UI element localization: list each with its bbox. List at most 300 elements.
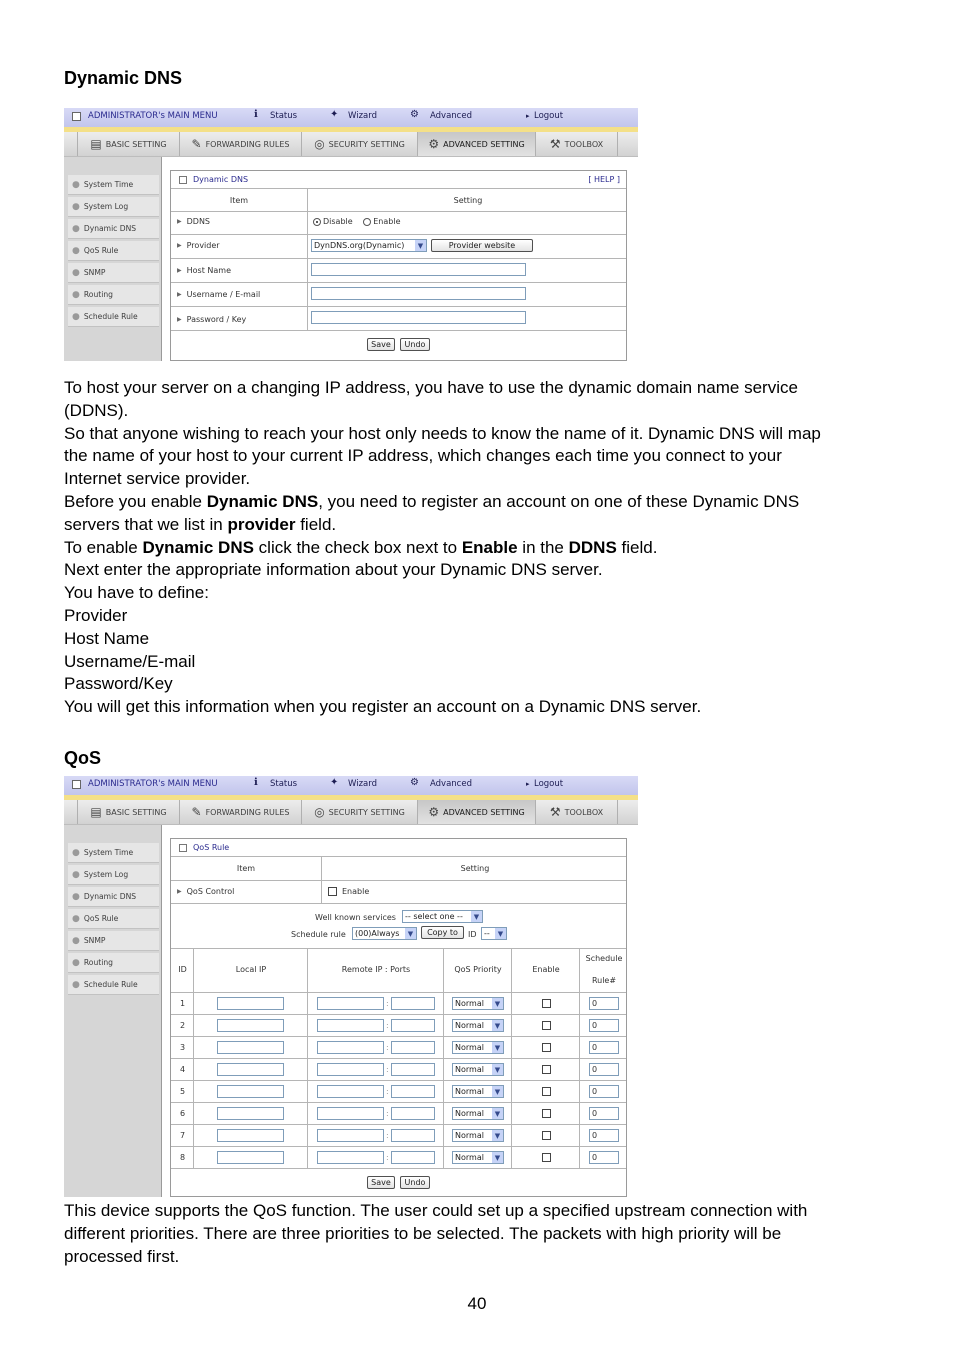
chevron-down-icon: ▼ [492, 1152, 503, 1163]
sidebar-item-system-time[interactable] [68, 175, 159, 195]
text-line: Internet service provider. [64, 469, 251, 489]
menu-box-icon [72, 780, 81, 789]
provider-website-button[interactable]: Provider website [431, 239, 533, 252]
sidebar-item-label: SNMP [83, 268, 106, 277]
schedule-rule-input[interactable]: 0 [589, 1041, 619, 1054]
sidebar-item-system-log[interactable] [68, 865, 159, 885]
sidebar-item-routing[interactable] [68, 285, 159, 305]
page-number: 40 [467, 1294, 487, 1313]
enable-radio[interactable] [363, 218, 371, 226]
text-line [64, 537, 884, 560]
header-id: ID [178, 965, 187, 974]
bullet-icon: ● [72, 223, 80, 234]
local-ip-input[interactable] [217, 997, 284, 1010]
bullet-icon: ● [72, 957, 80, 968]
section-heading-qos: QoS [64, 748, 102, 768]
menu-admin-main[interactable]: ADMINISTRATOR's MAIN MENU [88, 111, 218, 121]
port-separator: : [386, 1153, 389, 1162]
enable-label: Enable [373, 217, 401, 226]
remote-ip-input[interactable] [317, 1085, 384, 1098]
password-label: Password / Key [186, 315, 247, 324]
tab-security-setting[interactable] [302, 800, 418, 824]
row-divider [171, 880, 626, 881]
bold-text: provider [227, 514, 296, 534]
id-value: -- [484, 929, 490, 938]
rule-enable-checkbox[interactable] [542, 1065, 551, 1074]
text-line [64, 514, 884, 537]
provider-row-label [177, 241, 220, 250]
remote-port-input[interactable] [391, 1041, 435, 1054]
advanced-icon: ⚙ [410, 777, 419, 788]
panel-title-text: QoS Rule [193, 843, 230, 852]
text-line: You will get this information when you register an account on a Dynamic DNS server. [64, 697, 702, 717]
tab-basic-setting[interactable] [78, 132, 180, 156]
row-id: 8 [179, 1153, 186, 1162]
bullet-icon: ● [72, 289, 80, 300]
status-icon: ℹ [254, 109, 258, 120]
section-heading-ddns: Dynamic DNS [64, 68, 183, 88]
col-item-header: Item [236, 864, 256, 873]
priority-value: Normal [455, 1109, 484, 1118]
bold-text: Dynamic DNS [142, 537, 254, 557]
text-line: the name of your host to your current IP address, which changes each time you connect to your [64, 446, 782, 466]
row-id: 5 [179, 1087, 186, 1096]
menu-status[interactable]: Status [270, 779, 298, 789]
row-divider [171, 211, 626, 212]
rule-enable-checkbox[interactable] [542, 1043, 551, 1052]
forwarding-icon: ✎ [191, 137, 202, 151]
sidebar-item-label: Dynamic DNS [83, 892, 137, 901]
row-id: 4 [179, 1065, 186, 1074]
header-local-ip: Local IP [235, 965, 267, 974]
sidebar-item-dynamic-dns[interactable] [68, 887, 159, 907]
panel-title-text: Dynamic DNS [193, 175, 249, 184]
arrow-icon: ▶ [177, 888, 182, 895]
logout-arrow-icon: ▸ [526, 112, 530, 120]
undo-button[interactable]: Undo [400, 1176, 430, 1189]
text-run: field. [616, 537, 658, 557]
remote-ip-input[interactable] [317, 1151, 384, 1164]
sidebar-item-schedule-rule[interactable] [68, 307, 159, 327]
port-separator: : [386, 1043, 389, 1052]
arrow-icon: ▶ [177, 267, 182, 274]
col-divider [307, 189, 308, 330]
toolbox-icon: ⚒ [549, 805, 561, 819]
local-ip-input[interactable] [217, 1151, 284, 1164]
text-run: Before you enable [64, 491, 207, 511]
top-menu-bar [64, 108, 638, 128]
qos-priority-select[interactable] [452, 1041, 504, 1054]
tab-label: ADVANCED SETTING [443, 807, 525, 817]
row-divider [171, 1058, 626, 1059]
disable-label: Disable [323, 217, 353, 226]
rule-enable-checkbox[interactable] [542, 999, 551, 1008]
bullet-icon: ● [72, 913, 80, 924]
menu-advanced[interactable]: Advanced [430, 111, 472, 121]
remote-port-input[interactable] [391, 1129, 435, 1142]
row-divider [171, 1014, 626, 1015]
tab-label: FORWARDING RULES [205, 139, 290, 149]
header-remote-ip: Remote IP : Ports [341, 965, 411, 974]
id-label: ID [468, 930, 477, 939]
password-input[interactable] [311, 311, 526, 324]
remote-ip-input[interactable] [317, 997, 384, 1010]
sidebar-item-schedule-rule[interactable] [68, 975, 159, 995]
undo-button[interactable]: Undo [400, 338, 430, 351]
id-select[interactable] [481, 927, 507, 940]
sidebar-item-snmp[interactable] [68, 263, 159, 283]
remote-port-input[interactable] [391, 1085, 435, 1098]
header-rule-number: Rule# [591, 976, 617, 985]
menu-box-icon [72, 112, 81, 121]
col-divider [579, 948, 580, 1168]
text-line: Provider [64, 605, 128, 625]
row-divider [171, 992, 626, 993]
text-line: So that anyone wishing to reach your host only needs to know the name of it. Dynamic DNS will map [64, 423, 821, 443]
text-run: click the check box next to [253, 537, 462, 557]
disable-radio[interactable] [313, 218, 321, 226]
sidebar-item-label: QoS Rule [83, 914, 119, 923]
sidebar-item-qos-rule[interactable] [68, 909, 159, 929]
tab-label: ADVANCED SETTING [443, 139, 525, 149]
nav-tabs [64, 132, 638, 157]
bold-text: Enable [461, 537, 518, 557]
chevron-down-icon: ▼ [495, 928, 506, 939]
qos-control-label: QoS Control [186, 887, 235, 896]
well-known-value: -- select one -- [405, 912, 463, 921]
remote-ip-input[interactable] [317, 1129, 384, 1142]
remote-port-input[interactable] [391, 1107, 435, 1120]
bold-text: DDNS [568, 537, 617, 557]
text-line [64, 491, 884, 514]
schedule-rule-input[interactable]: 0 [589, 1151, 619, 1164]
panel-title [171, 839, 626, 857]
tab-label: SECURITY SETTING [328, 139, 405, 149]
chevron-down-icon: ▼ [492, 1064, 503, 1075]
remote-port-input[interactable] [391, 1151, 435, 1164]
text-line: You have to define: [64, 583, 209, 603]
bullet-icon: ● [72, 267, 80, 278]
text-run: in the [517, 537, 569, 557]
priority-value: Normal [455, 1021, 484, 1030]
sidebar-item-snmp[interactable] [68, 931, 159, 951]
chevron-down-icon: ▼ [415, 240, 426, 251]
qos-screenshot [64, 776, 638, 1197]
rule-enable-checkbox[interactable] [542, 1131, 551, 1140]
bullet-icon: ● [72, 179, 80, 190]
row-divider [171, 1102, 626, 1103]
help-link[interactable]: [ HELP ] [588, 175, 620, 184]
remote-ip-input[interactable] [317, 1063, 384, 1076]
remote-ip-input[interactable] [317, 1019, 384, 1032]
text-run: , you need to register an account on one of these Dynamic DNS [318, 491, 800, 511]
row-divider [171, 330, 626, 331]
panel-box-icon [179, 176, 187, 184]
sidebar-item-system-log[interactable] [68, 197, 159, 217]
qos-description [64, 1200, 884, 1268]
header-enable: Enable [532, 965, 560, 974]
row-id: 2 [179, 1021, 186, 1030]
row-divider [171, 306, 626, 307]
username-label: Username / E-mail [186, 290, 261, 299]
tab-advanced-setting[interactable] [418, 132, 536, 156]
schedule-rule-input[interactable]: 0 [589, 1063, 619, 1076]
tab-label: TOOLBOX [564, 139, 604, 149]
row-divider [171, 948, 626, 949]
save-button[interactable]: Save [367, 1176, 395, 1189]
bullet-icon: ● [72, 847, 80, 858]
nav-spacer [64, 800, 78, 824]
port-separator: : [386, 1131, 389, 1140]
text-line: (DDNS). [64, 400, 129, 420]
row-divider [171, 1146, 626, 1147]
priority-value: Normal [455, 1043, 484, 1052]
tab-label: BASIC SETTING [105, 139, 167, 149]
provider-label: Provider [186, 241, 220, 250]
qos-priority-select[interactable] [452, 1063, 504, 1076]
qos-priority-select[interactable] [452, 1107, 504, 1120]
sidebar-item-dynamic-dns[interactable] [68, 219, 159, 239]
menu-logout[interactable]: Logout [534, 779, 564, 789]
remote-port-input[interactable] [391, 997, 435, 1010]
remote-port-input[interactable] [391, 1019, 435, 1032]
schedule-rule-input[interactable]: 0 [589, 1107, 619, 1120]
hostname-input[interactable] [311, 263, 526, 276]
chevron-down-icon: ▼ [492, 1042, 503, 1053]
row-divider [171, 903, 626, 904]
bullet-icon: ● [72, 935, 80, 946]
menu-wizard[interactable]: Wizard [348, 111, 377, 121]
sidebar-item-label: Schedule Rule [83, 980, 138, 989]
schedule-rule-input[interactable]: 0 [589, 1019, 619, 1032]
remote-ip-input[interactable] [317, 1041, 384, 1054]
text-line: different priorities. There are three priorities to be selected. The packets with high priority will be [64, 1223, 782, 1243]
security-icon: ◎ [314, 805, 325, 819]
schedule-rule-input[interactable]: 0 [589, 997, 619, 1010]
bullet-icon: ● [72, 869, 80, 880]
local-ip-input[interactable] [217, 1129, 284, 1142]
sidebar-item-label: System Log [83, 202, 129, 211]
port-separator: : [386, 1021, 389, 1030]
sidebar-item-system-time[interactable] [68, 843, 159, 863]
port-separator: : [386, 999, 389, 1008]
schedule-value: (00)Always [355, 929, 400, 938]
qos-enable-label: Enable [342, 887, 370, 896]
chevron-down-icon: ▼ [492, 1108, 503, 1119]
provider-value: DynDNS.org(Dynamic) [314, 241, 405, 250]
text-line: Host Name [64, 628, 150, 648]
sidebar-item-label: Routing [83, 958, 113, 967]
local-ip-input[interactable] [217, 1107, 284, 1120]
col-divider [443, 948, 444, 1168]
sidebar-item-label: QoS Rule [83, 246, 119, 255]
bullet-icon: ● [72, 311, 80, 322]
menu-status[interactable]: Status [270, 111, 298, 121]
tab-forwarding-rules[interactable] [180, 800, 302, 824]
sidebar-item-routing[interactable] [68, 953, 159, 973]
row-id: 3 [179, 1043, 186, 1052]
basic-setting-icon: ▤ [90, 805, 102, 819]
tab-toolbox[interactable] [536, 132, 618, 156]
qos-control-label-cell [177, 887, 234, 896]
priority-value: Normal [455, 1153, 484, 1162]
sidebar [64, 825, 162, 1197]
col-setting-header: Setting [453, 196, 483, 205]
schedule-rule-input[interactable]: 0 [589, 1129, 619, 1142]
row-divider [171, 234, 626, 235]
row-id: 6 [179, 1109, 186, 1118]
local-ip-input[interactable] [217, 1085, 284, 1098]
password-row-label [177, 315, 246, 324]
tab-label: TOOLBOX [564, 807, 604, 817]
menu-admin-main[interactable]: ADMINISTRATOR's MAIN MENU [88, 779, 218, 789]
sidebar-item-label: SNMP [83, 936, 106, 945]
sidebar [64, 157, 162, 361]
text-run: field. [295, 514, 337, 534]
text-line: Username/E-mail [64, 651, 196, 671]
col-divider [511, 948, 512, 1168]
sidebar-item-label: System Time [83, 848, 134, 857]
row-divider [171, 1168, 626, 1169]
advanced-icon: ⚙ [410, 109, 419, 120]
schedule-rule-input[interactable]: 0 [589, 1085, 619, 1098]
forwarding-icon: ✎ [191, 805, 202, 819]
text-line: processed first. [64, 1246, 180, 1266]
hostname-label: Host Name [186, 266, 231, 275]
arrow-icon: ▶ [177, 291, 182, 298]
rule-enable-checkbox[interactable] [542, 1021, 551, 1030]
bullet-icon: ● [72, 891, 80, 902]
arrow-icon: ▶ [177, 218, 182, 225]
sidebar-item-label: System Time [83, 180, 134, 189]
col-item-header: Item [229, 196, 249, 205]
tab-label: FORWARDING RULES [205, 807, 290, 817]
row-divider [171, 1124, 626, 1125]
qos-priority-select[interactable] [452, 1151, 504, 1164]
rule-enable-checkbox[interactable] [542, 1109, 551, 1118]
arrow-icon: ▶ [177, 242, 182, 249]
qos-priority-select[interactable] [452, 1129, 504, 1142]
qos-priority-select[interactable] [452, 1085, 504, 1098]
advanced-setting-icon: ⚙ [428, 805, 440, 819]
rule-enable-checkbox[interactable] [542, 1087, 551, 1096]
row-divider [171, 1036, 626, 1037]
tab-label: SECURITY SETTING [328, 807, 405, 817]
col-divider [307, 948, 308, 1168]
local-ip-input[interactable] [217, 1041, 284, 1054]
text-line: This device supports the QoS function. The user could set up a specified upstream connection with [64, 1201, 808, 1220]
ddns-radio-group [313, 217, 400, 226]
chevron-down-icon: ▼ [405, 928, 416, 939]
ddns-row-label [177, 217, 210, 226]
schedule-rule-label: Schedule rule [291, 930, 346, 939]
ddns-screenshot [64, 108, 638, 361]
ddns-panel [170, 170, 627, 361]
remote-ip-input[interactable] [317, 1107, 384, 1120]
text-line: Password/Key [64, 674, 173, 694]
nav-spacer [64, 132, 78, 156]
menu-logout[interactable]: Logout [534, 111, 564, 121]
local-ip-input[interactable] [217, 1019, 284, 1032]
sidebar-item-label: System Log [83, 870, 129, 879]
sidebar-item-label: Dynamic DNS [83, 224, 137, 233]
rule-enable-checkbox[interactable] [542, 1153, 551, 1162]
header-schedule: Schedule [585, 954, 623, 963]
qos-priority-select[interactable] [452, 997, 504, 1010]
ddns-label: DDNS [186, 217, 211, 226]
well-known-select[interactable] [402, 910, 483, 923]
col-divider [193, 948, 194, 1168]
username-row-label [177, 290, 260, 299]
toolbox-icon: ⚒ [549, 137, 561, 151]
text-line: Next enter the appropriate information about your Dynamic DNS server. [64, 560, 603, 580]
row-divider [171, 258, 626, 259]
header-qos-priority: QoS Priority [454, 965, 502, 974]
priority-value: Normal [455, 999, 484, 1008]
priority-value: Normal [455, 1065, 484, 1074]
chevron-down-icon: ▼ [471, 911, 482, 922]
panel-box-icon [179, 844, 187, 852]
tab-label: BASIC SETTING [105, 807, 167, 817]
remote-port-input[interactable] [391, 1063, 435, 1076]
advanced-setting-icon: ⚙ [428, 137, 440, 151]
tab-advanced-setting[interactable] [418, 800, 536, 824]
top-menu-bar [64, 776, 638, 796]
bullet-icon: ● [72, 245, 80, 256]
ddns-description [64, 377, 884, 719]
save-button[interactable]: Save [367, 338, 395, 351]
sidebar-item-qos-rule[interactable] [68, 241, 159, 261]
priority-value: Normal [455, 1087, 484, 1096]
qos-panel [170, 838, 627, 1197]
local-ip-input[interactable] [217, 1063, 284, 1076]
username-input[interactable] [311, 287, 526, 300]
row-id: 7 [179, 1131, 186, 1140]
port-separator: : [386, 1087, 389, 1096]
provider-select[interactable] [311, 239, 427, 252]
nav-tabs [64, 800, 638, 825]
text-run: servers that we list in [64, 514, 228, 534]
tab-forwarding-rules[interactable] [180, 132, 302, 156]
bullet-icon: ● [72, 979, 80, 990]
port-separator: : [386, 1109, 389, 1118]
schedule-rule-select[interactable] [352, 927, 417, 940]
bullet-icon: ● [72, 201, 80, 212]
tab-toolbox[interactable] [536, 800, 618, 824]
tab-basic-setting[interactable] [78, 800, 180, 824]
well-known-label: Well known services [315, 913, 396, 922]
bold-text: Dynamic DNS [206, 491, 319, 511]
sidebar-item-label: Schedule Rule [83, 312, 138, 321]
qos-enable-checkbox[interactable] [328, 887, 337, 896]
security-icon: ◎ [314, 137, 325, 151]
col-setting-header: Setting [460, 864, 490, 873]
menu-wizard[interactable]: Wizard [348, 779, 377, 789]
copy-to-button[interactable]: Copy to [421, 926, 464, 939]
status-icon: ℹ [254, 777, 258, 788]
menu-advanced[interactable]: Advanced [430, 779, 472, 789]
text-run: To enable [64, 537, 143, 557]
logout-arrow-icon: ▸ [526, 780, 530, 788]
wizard-icon: ✦ [330, 777, 339, 788]
priority-value: Normal [455, 1131, 484, 1140]
row-id: 1 [179, 999, 186, 1008]
hostname-row-label [177, 266, 231, 275]
qos-priority-select[interactable] [452, 1019, 504, 1032]
arrow-icon: ▶ [177, 316, 182, 323]
port-separator: : [386, 1065, 389, 1074]
tab-security-setting[interactable] [302, 132, 418, 156]
